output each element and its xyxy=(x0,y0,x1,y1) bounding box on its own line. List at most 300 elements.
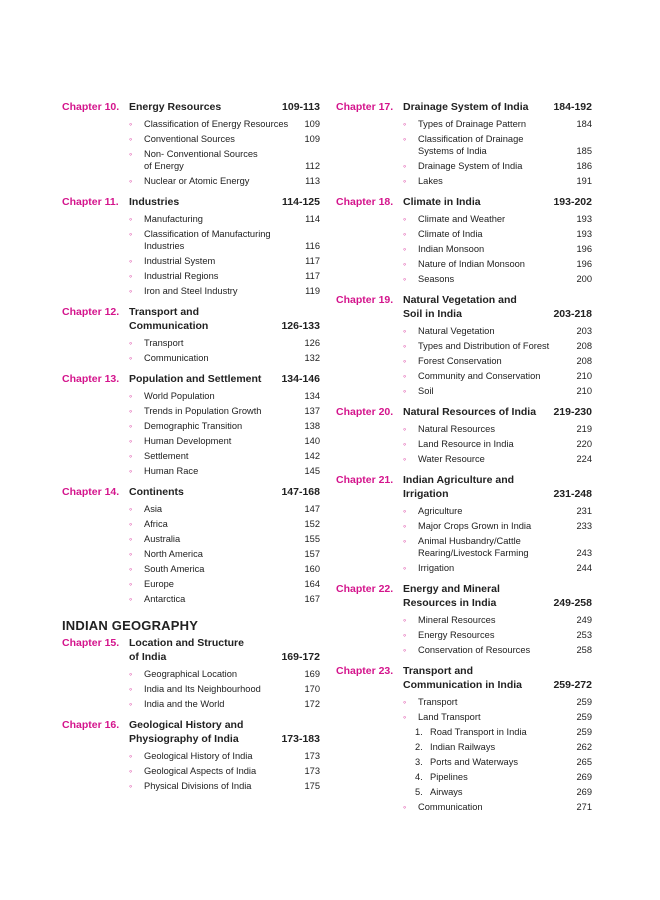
topic-text xyxy=(403,228,483,240)
topic-page: 117 xyxy=(305,270,320,281)
chapter-page-range: 259-272 xyxy=(553,679,592,691)
topic-page: 116 xyxy=(305,240,320,251)
topic-lines xyxy=(144,593,185,605)
topic-item xyxy=(129,561,320,576)
topic-number: 3. xyxy=(415,756,423,767)
toc-chapter xyxy=(62,100,320,188)
topic-page: 184 xyxy=(576,118,592,129)
chapter-topic-list xyxy=(129,116,320,188)
topic-item xyxy=(129,283,320,298)
topic-item xyxy=(129,418,320,433)
bullet-icon: ◦ xyxy=(129,133,133,144)
chapter-label: Chapter 19. xyxy=(336,294,394,306)
topic-lines xyxy=(418,243,484,255)
topic-text xyxy=(129,503,162,515)
topic-lines xyxy=(144,270,218,282)
topic-item xyxy=(403,211,592,226)
topic-line: Types and Distribution of Forest xyxy=(418,340,550,351)
topic-lines xyxy=(418,385,434,397)
topic-lines xyxy=(418,520,531,532)
bullet-icon: ◦ xyxy=(403,520,407,531)
chapter-label: Chapter 10. xyxy=(62,101,120,113)
topic-lines xyxy=(430,756,518,768)
bullet-icon: ◦ xyxy=(129,213,133,224)
topic-text xyxy=(415,726,527,738)
topic-line: Iron and Steel Industry xyxy=(144,285,238,296)
topic-line: Forest Conservation xyxy=(418,355,502,366)
bullet-icon: ◦ xyxy=(129,518,133,529)
topic-page: 210 xyxy=(576,385,592,396)
topic-item xyxy=(129,268,320,283)
topic-text xyxy=(403,340,549,352)
topic-text xyxy=(403,562,454,574)
topic-text xyxy=(403,696,457,708)
topic-lines xyxy=(418,423,495,435)
chapter-heading xyxy=(336,100,592,114)
topic-lines xyxy=(418,535,529,559)
chapter-title-line: Continents xyxy=(129,486,184,498)
topic-item xyxy=(129,335,320,350)
topic-line: Demographic Transition xyxy=(144,420,243,431)
bullet-icon: ◦ xyxy=(403,243,407,254)
chapter-heading-body xyxy=(129,372,320,386)
topic-text xyxy=(129,133,235,145)
topic-line: Seasons xyxy=(418,273,455,284)
topic-line: Classification of Manufacturing xyxy=(144,228,271,239)
chapter-topic-list xyxy=(403,612,592,657)
topic-line: Indian Railways xyxy=(430,741,496,752)
chapter-title-line: Transport and xyxy=(129,306,200,318)
topic-page: 203 xyxy=(576,325,592,336)
topic-lines xyxy=(144,255,215,267)
topic-line: Non- Conventional Sources xyxy=(144,148,258,159)
topic-text xyxy=(129,548,203,560)
chapter-page-range: 203-218 xyxy=(553,308,592,320)
topic-line: Soil xyxy=(418,385,434,396)
topic-line: Land Resource in India xyxy=(418,438,514,449)
chapter-topic-list xyxy=(403,421,592,466)
chapter-heading xyxy=(336,664,592,692)
topic-line: Agriculture xyxy=(418,505,463,516)
topic-line: Land Transport xyxy=(418,711,481,722)
topic-line: of Energy xyxy=(144,160,184,171)
chapter-title-line: Energy and Mineral xyxy=(403,583,500,595)
topic-text xyxy=(403,243,484,255)
bullet-icon: ◦ xyxy=(129,750,133,761)
chapter-page-range: 231-248 xyxy=(553,488,592,500)
chapter-heading-body xyxy=(129,100,320,114)
topic-item xyxy=(129,546,320,561)
topic-page: 157 xyxy=(304,548,320,559)
chapter-label: Chapter 21. xyxy=(336,474,394,486)
topic-line: Nuclear or Atomic Energy xyxy=(144,175,250,186)
topic-item xyxy=(403,131,592,158)
topic-page: 191 xyxy=(576,175,592,186)
topic-text xyxy=(415,786,463,798)
topic-item xyxy=(403,256,592,271)
chapter-label: Chapter 15. xyxy=(62,637,120,649)
bullet-icon: ◦ xyxy=(403,325,407,336)
topic-lines xyxy=(418,133,523,157)
chapter-title-line: Resources in India xyxy=(403,597,497,609)
chapter-title xyxy=(403,405,536,419)
topic-text xyxy=(129,450,188,462)
bullet-icon: ◦ xyxy=(403,629,407,640)
topic-lines xyxy=(144,765,256,777)
topic-page: 208 xyxy=(576,340,592,351)
chapter-title-line: Industries xyxy=(129,196,180,208)
bullet-icon: ◦ xyxy=(129,390,133,401)
toc-chapter xyxy=(62,372,320,478)
topic-item xyxy=(403,560,592,575)
chapter-title xyxy=(129,305,208,333)
topic-lines xyxy=(418,273,454,285)
toc-chapter xyxy=(62,305,320,365)
chapter-heading-body xyxy=(129,485,320,499)
topic-text xyxy=(129,255,215,267)
topic-lines xyxy=(418,370,540,382)
topic-text xyxy=(129,465,198,477)
topic-item xyxy=(129,763,320,778)
topic-lines xyxy=(418,118,526,130)
topic-page: 173 xyxy=(304,765,320,776)
topic-number: 5. xyxy=(415,786,423,797)
topic-lines xyxy=(418,614,496,626)
topic-item xyxy=(403,769,592,784)
topic-number: 1. xyxy=(415,726,423,737)
topic-text xyxy=(129,750,253,762)
bullet-icon: ◦ xyxy=(129,683,133,694)
topic-text xyxy=(403,801,483,813)
topic-line: Antarctica xyxy=(144,593,186,604)
topic-item xyxy=(129,131,320,146)
chapter-heading xyxy=(62,372,320,386)
topic-item xyxy=(403,353,592,368)
topic-item xyxy=(403,799,592,814)
chapter-title-line: Climate in India xyxy=(403,196,481,208)
topic-lines xyxy=(418,505,462,517)
topic-page: 259 xyxy=(576,711,592,722)
topic-item xyxy=(403,436,592,451)
chapter-title-line: Indian Agriculture and xyxy=(403,474,515,486)
topic-page: 114 xyxy=(305,213,320,224)
topic-page: 210 xyxy=(576,370,592,381)
chapter-title xyxy=(129,718,243,746)
chapter-label: Chapter 12. xyxy=(62,306,120,318)
topic-text xyxy=(403,133,523,157)
topic-item xyxy=(129,433,320,448)
topic-page: 196 xyxy=(576,258,592,269)
chapter-title-line: Physiography of India xyxy=(129,733,239,745)
topic-page: 132 xyxy=(304,352,320,363)
topic-page: 231 xyxy=(576,505,592,516)
topic-page: 112 xyxy=(305,160,320,171)
topic-item xyxy=(129,116,320,131)
chapter-heading-body xyxy=(129,305,320,333)
bullet-icon: ◦ xyxy=(129,503,133,514)
topic-lines xyxy=(430,786,463,798)
topic-lines xyxy=(418,175,443,187)
topic-line: Water Resource xyxy=(418,453,485,464)
topic-item xyxy=(129,516,320,531)
topic-item xyxy=(403,503,592,518)
chapter-heading-body xyxy=(129,636,320,664)
bullet-icon: ◦ xyxy=(129,668,133,679)
topic-line: Human Development xyxy=(144,435,232,446)
topic-page: 249 xyxy=(576,614,592,625)
chapter-title xyxy=(403,100,528,114)
toc-chapter xyxy=(336,664,592,814)
topic-page: 113 xyxy=(305,175,320,186)
topic-page: 147 xyxy=(304,503,320,514)
topic-item xyxy=(129,448,320,463)
topic-text xyxy=(403,385,434,397)
bullet-icon: ◦ xyxy=(129,175,133,186)
topic-text xyxy=(403,644,530,656)
topic-item xyxy=(403,627,592,642)
chapter-topic-list xyxy=(129,748,320,793)
chapter-label: Chapter 22. xyxy=(336,583,394,595)
topic-text xyxy=(129,563,204,575)
chapter-title-line: Location and Structure xyxy=(129,637,244,649)
topic-line: Types of Drainage Pattern xyxy=(418,118,527,129)
topic-line: Systems of India xyxy=(418,145,487,156)
chapter-heading-body xyxy=(403,473,592,501)
chapter-page-range: 114-125 xyxy=(282,196,320,208)
topic-page: 219 xyxy=(576,423,592,434)
topic-item xyxy=(129,501,320,516)
chapter-heading xyxy=(336,195,592,209)
topic-line: Geological History of India xyxy=(144,750,253,761)
bullet-icon: ◦ xyxy=(129,228,133,239)
chapter-title-line: Geological History and xyxy=(129,719,244,731)
topic-text xyxy=(129,213,203,225)
topic-line: Geological Aspects of India xyxy=(144,765,257,776)
topic-text xyxy=(129,593,185,605)
topic-lines xyxy=(144,698,224,710)
topic-line: Industries xyxy=(144,240,185,251)
topic-page: 167 xyxy=(304,593,320,604)
topic-line: Drainage System of India xyxy=(418,160,523,171)
topic-lines xyxy=(144,518,168,530)
chapter-topic-list xyxy=(129,335,320,365)
chapter-label: Chapter 23. xyxy=(336,665,394,677)
bullet-icon: ◦ xyxy=(129,337,133,348)
topic-item xyxy=(129,253,320,268)
bullet-icon: ◦ xyxy=(129,255,133,266)
topic-text xyxy=(129,420,242,432)
topic-lines xyxy=(418,213,505,225)
topic-item xyxy=(403,338,592,353)
topic-item xyxy=(403,383,592,398)
bullet-icon: ◦ xyxy=(129,270,133,281)
topic-line: Trends in Population Growth xyxy=(144,405,262,416)
topic-page: 196 xyxy=(576,243,592,254)
chapter-title-line: Communication in India xyxy=(403,679,523,691)
topic-text xyxy=(403,423,495,435)
bullet-icon: ◦ xyxy=(403,160,407,171)
topic-lines xyxy=(144,118,288,130)
chapter-heading xyxy=(62,305,320,333)
chapter-heading xyxy=(336,473,592,501)
topic-page: 208 xyxy=(576,355,592,366)
topic-page: 185 xyxy=(576,145,592,156)
topic-page: 269 xyxy=(576,771,592,782)
topic-lines xyxy=(418,340,549,352)
topic-page: 134 xyxy=(304,390,320,401)
bullet-icon: ◦ xyxy=(129,450,133,461)
topic-page: 137 xyxy=(304,405,320,416)
chapter-title xyxy=(129,100,221,114)
topic-page: 170 xyxy=(304,683,320,694)
topic-text xyxy=(403,258,525,270)
topic-line: Asia xyxy=(144,503,163,514)
toc-chapter xyxy=(62,195,320,298)
topic-text xyxy=(403,370,540,382)
topic-item xyxy=(403,158,592,173)
topic-page: 262 xyxy=(576,741,592,752)
bullet-icon: ◦ xyxy=(403,175,407,186)
topic-item xyxy=(403,533,592,560)
chapter-title-line: Energy Resources xyxy=(129,101,222,113)
topic-line: Physical Divisions of India xyxy=(144,780,252,791)
topic-text xyxy=(415,756,518,768)
section-heading: INDIAN GEOGRAPHY xyxy=(62,618,199,633)
chapter-heading xyxy=(336,582,592,610)
bullet-icon: ◦ xyxy=(129,533,133,544)
topic-page: 259 xyxy=(576,726,592,737)
topic-line: Natural Resources xyxy=(418,423,495,434)
topic-item xyxy=(129,778,320,793)
topic-text xyxy=(403,438,514,450)
chapter-heading-body xyxy=(403,405,592,419)
chapter-topic-list xyxy=(403,503,592,575)
topic-lines xyxy=(144,405,261,417)
topic-text xyxy=(403,355,502,367)
topic-text xyxy=(403,118,526,130)
topic-page: 126 xyxy=(304,337,320,348)
chapter-page-range: 134-146 xyxy=(281,373,320,385)
chapter-title xyxy=(403,473,514,501)
topic-line: Animal Husbandry/Cattle xyxy=(418,535,521,546)
chapter-title xyxy=(403,664,522,692)
topic-item xyxy=(129,591,320,606)
topic-line: Airways xyxy=(430,786,463,797)
topic-text xyxy=(403,160,522,172)
topic-page: 109 xyxy=(304,133,320,144)
bullet-icon: ◦ xyxy=(403,505,407,516)
chapter-heading xyxy=(62,485,320,499)
bullet-icon: ◦ xyxy=(403,614,407,625)
topic-line: Indian Monsoon xyxy=(418,243,485,254)
topic-page: 119 xyxy=(305,285,320,296)
topic-item xyxy=(403,739,592,754)
chapter-page-range: 173-183 xyxy=(281,733,320,745)
topic-line: Major Crops Grown in India xyxy=(418,520,532,531)
topic-line: Transport xyxy=(418,696,458,707)
topic-item xyxy=(403,323,592,338)
toc-chapter xyxy=(62,718,320,793)
bullet-icon: ◦ xyxy=(129,780,133,791)
topic-item xyxy=(403,451,592,466)
topic-text xyxy=(129,578,174,590)
chapter-heading xyxy=(62,636,320,664)
chapter-title xyxy=(129,485,184,499)
topic-text xyxy=(403,520,531,532)
topic-page: 243 xyxy=(576,547,592,558)
topic-text xyxy=(129,405,261,417)
topic-line: Transport xyxy=(144,337,184,348)
topic-item xyxy=(129,350,320,365)
topic-line: Manufacturing xyxy=(144,213,203,224)
topic-line: Climate of India xyxy=(418,228,483,239)
topic-lines xyxy=(144,148,258,172)
topic-page: 259 xyxy=(576,696,592,707)
topic-page: 253 xyxy=(576,629,592,640)
topic-lines xyxy=(144,285,238,297)
topic-text xyxy=(129,390,215,402)
chapter-heading xyxy=(62,195,320,209)
topic-item xyxy=(403,173,592,188)
topic-item xyxy=(403,724,592,739)
topic-number: 4. xyxy=(415,771,423,782)
chapter-label: Chapter 11. xyxy=(62,196,119,208)
topic-line: Irrigation xyxy=(418,562,455,573)
topic-item xyxy=(403,421,592,436)
chapter-page-range: 169-172 xyxy=(281,651,320,663)
chapter-heading xyxy=(62,100,320,114)
topic-line: Communication xyxy=(144,352,209,363)
bullet-icon: ◦ xyxy=(403,535,407,546)
topic-line: Human Race xyxy=(144,465,199,476)
topic-text xyxy=(129,780,251,792)
bullet-icon: ◦ xyxy=(403,423,407,434)
topic-page: 155 xyxy=(304,533,320,544)
topic-item xyxy=(129,576,320,591)
topic-lines xyxy=(144,668,237,680)
topic-lines xyxy=(144,450,188,462)
topic-item xyxy=(403,642,592,657)
topic-line: Conventional Sources xyxy=(144,133,235,144)
topic-lines xyxy=(418,438,514,450)
topic-lines xyxy=(418,562,454,574)
bullet-icon: ◦ xyxy=(129,420,133,431)
bullet-icon: ◦ xyxy=(129,435,133,446)
chapter-topic-list xyxy=(403,694,592,814)
chapter-page-range: 249-258 xyxy=(553,597,592,609)
topic-lines xyxy=(144,578,174,590)
topic-lines xyxy=(144,465,198,477)
bullet-icon: ◦ xyxy=(403,385,407,396)
topic-line: Pipelines xyxy=(430,771,468,782)
topic-lines xyxy=(144,683,261,695)
topic-text xyxy=(403,453,485,465)
topic-lines xyxy=(144,390,215,402)
chapter-title-line: Soil in India xyxy=(403,308,462,320)
topic-text xyxy=(403,535,529,559)
bullet-icon: ◦ xyxy=(129,593,133,604)
topic-text xyxy=(403,629,494,641)
chapter-page-range: 109-113 xyxy=(282,101,320,113)
chapter-title-line: of India xyxy=(129,651,167,663)
chapter-label: Chapter 20. xyxy=(336,406,394,418)
topic-lines xyxy=(418,258,525,270)
topic-item xyxy=(403,241,592,256)
bullet-icon: ◦ xyxy=(129,285,133,296)
bullet-icon: ◦ xyxy=(129,148,133,159)
topic-item xyxy=(403,612,592,627)
topic-item xyxy=(129,146,320,173)
